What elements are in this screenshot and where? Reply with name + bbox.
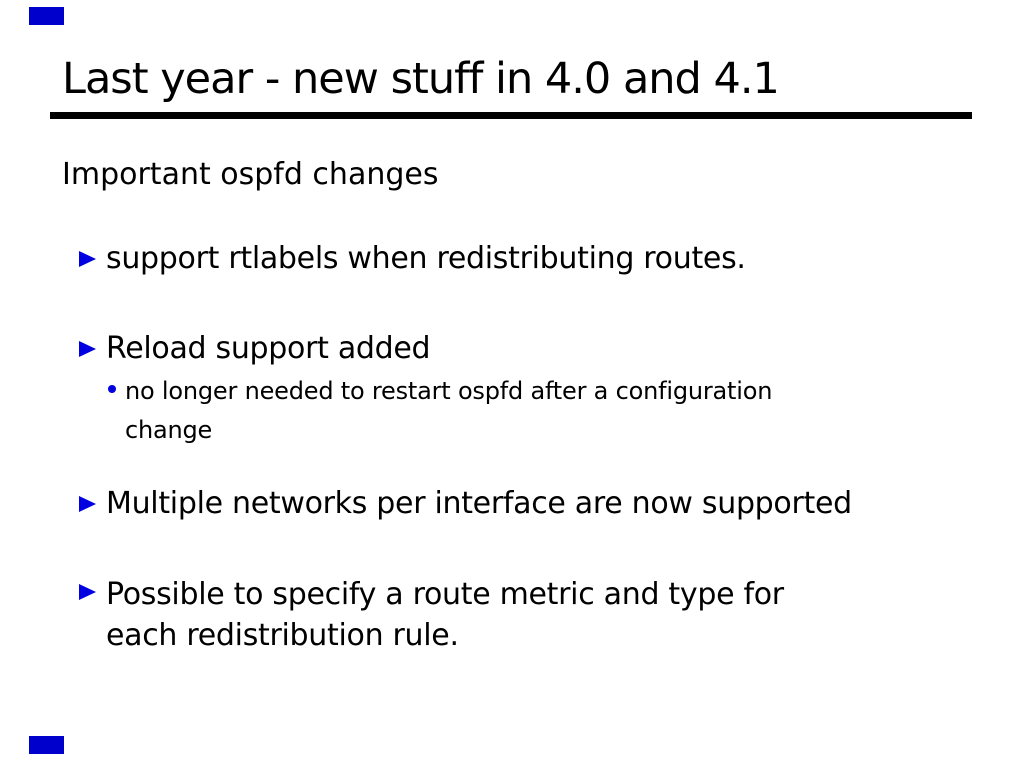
bullet-text: support rtlabels when redistributing routes.: [106, 241, 746, 276]
bullet-triangle-icon: [79, 584, 96, 600]
bullet-text: [106, 574, 784, 656]
bullet-text: Multiple networks per interface are now supported: [106, 486, 852, 521]
title-underline-rule: [50, 112, 972, 119]
bullet-text: Reload support added: [106, 331, 431, 366]
bullet-triangle-icon: [79, 251, 96, 267]
bullet-line: Possible to specify a route metric and type for: [106, 577, 784, 612]
bullet-item: [79, 486, 852, 521]
sub-bullet-dot-icon: [108, 385, 116, 393]
nav-marker-bottom-left[interactable]: [29, 736, 64, 754]
sub-bullet-text: [125, 372, 772, 450]
bullet-item: [79, 574, 784, 656]
sub-bullet-line: change: [125, 416, 213, 444]
bullet-triangle-icon: [79, 341, 96, 357]
intro-text: Important ospfd changes: [62, 157, 439, 192]
bullet-item: [79, 331, 430, 366]
bullet-line: each redistribution rule.: [106, 618, 459, 653]
sub-bullet-line: no longer needed to restart ospfd after a configuration: [125, 377, 773, 405]
bullet-item: [79, 241, 746, 276]
nav-marker-top-left[interactable]: [29, 7, 64, 25]
sub-bullet-item: [108, 372, 772, 450]
bullet-triangle-icon: [79, 496, 96, 512]
slide-title: Last year - new stuff in 4.0 and 4.1: [62, 54, 779, 104]
